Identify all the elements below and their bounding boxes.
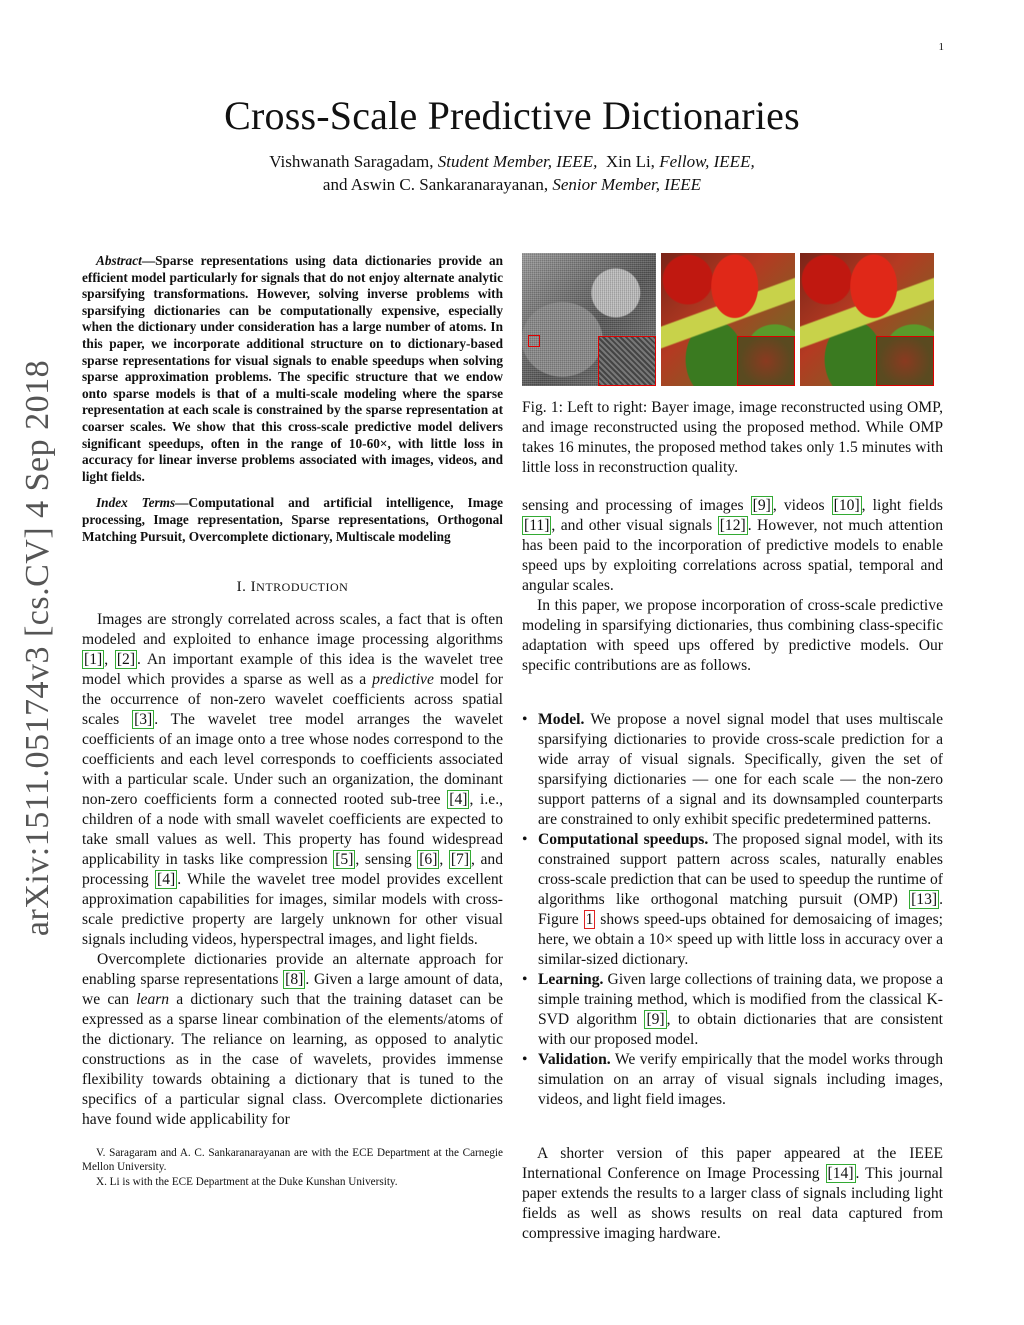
list-item: • Learning. Given large collections of training data, we propose a simple training method, which is modified from the classical K-SVD algorithm [9] , to obtain dictionaries that are consistent with our proposed model. — [522, 970, 943, 1050]
figure-proposed-reconstruction — [800, 253, 934, 386]
citation-link[interactable]: [11] — [524, 517, 550, 534]
citation-link[interactable]: [4] — [157, 871, 176, 889]
citation-link[interactable]: [1] — [84, 651, 103, 669]
author-block — [0, 150, 1024, 196]
figure-bayer-image — [522, 253, 656, 386]
citation-link[interactable]: [3] — [134, 711, 153, 729]
author-2-name: Xin Li, — [605, 152, 655, 171]
abstract — [82, 253, 503, 485]
citation-link[interactable]: [5] — [335, 851, 354, 869]
author-3-name: and Aswin C. Sankaranarayanan, — [322, 175, 549, 194]
index-terms-text: —Computational and artificial intelligence, Image processing, Image representation, Sparse representations, Orthogonal Matching Pursuit, Overcomplete dictionary, Multiscale modeling — [82, 495, 503, 544]
index-terms-label: Index Terms — [96, 495, 176, 511]
right-paragraph-2: In this paper, we propose incorporation of cross-scale predictive modeling in sparsifying dictionaries, thus combining class-specific adaptation with speed ups offered by predictive models. Our specific contributions are as follows. — [522, 597, 943, 674]
figure-1 — [522, 253, 943, 386]
footnote-1: V. Saragaram and A. C. Sankaranarayanan are with the ECE Department at the Carnegie Mellon University. — [82, 1147, 503, 1174]
zoom-inset — [598, 336, 656, 386]
section-title-rest: NTRODUCTION — [256, 580, 349, 595]
author-1-role: Student Member, IEEE, — [437, 152, 598, 171]
figure-1-caption: Fig. 1: Left to right: Bayer image, image reconstructed using OMP, and image reconstructed using the proposed method. While OMP takes 16 minutes, the proposed method takes only 1.5 minutes with little loss in reconstruction quality. — [522, 399, 943, 476]
author-2-role: Fellow, IEEE, — [659, 152, 755, 171]
section-first-letter: I — [250, 579, 257, 596]
section-heading-introduction — [82, 579, 503, 596]
list-item: • Validation. We verify empirically that the model works through simulation on an array of visual signals including images, videos, and light field images. — [522, 1050, 943, 1110]
citation-link[interactable]: [10] — [833, 497, 860, 514]
citation-link[interactable]: [2] — [116, 651, 136, 669]
paper-title: Cross-Scale Predictive Dictionaries — [224, 93, 800, 138]
section-numeral: I. — [236, 579, 251, 596]
left-column — [82, 253, 503, 1189]
intro-paragraph-2: Overcomplete dictionaries provide an alternate approach for enabling sparse representations [8] . Given a large amount of data, we can learn a dictionary such that the training dataset can be expressed as a sparse linear combination of the elements/atoms of the dictionary. The reliance on learning, as opposed to analytic constructions as in the case of wavelets, provides immense flexibility towards obtaining a dictionary that is tuned to the specifics of a particular signal class. Overcomplete dictionaries have found wide applicability for — [82, 951, 504, 1129]
arxiv-identifier: arXiv:1511.05174v3 [cs.CV] 4 Sep 2018 — [19, 359, 57, 936]
figure-reference-link[interactable]: 1 — [585, 911, 594, 928]
author-1-name: Vishwanath Saragadam, — [269, 152, 434, 171]
zoom-inset — [876, 336, 934, 386]
right-column — [522, 253, 943, 1244]
footnote-2: X. Li is with the ECE Department at the Duke Kunshan University. — [96, 1175, 398, 1188]
citation-link[interactable]: [14] — [827, 1165, 854, 1182]
abstract-text: —Sparse representations using data dictionaries provide an efficient model particularly for signals that do not enjoy alternate analytic sparsifying transformations. However, solving inverse problems with sparsifying dictionaries can be computationally expensive, especially when the dictionary under consideration has a large number of atoms. In this paper, we incorporate additional structure on to dictionary-based sparse representations for visual signals to enable speedups when solving sparse approximation problems. The specific structure that we endow onto sparse models is that of a multi-scale modeling where the sparse representation at each scale is constrained by the sparse representation at coarser scales. We show that this cross-scale predictive model delivers significant speedups, often in the range of 10-60×, with little loss in accuracy for linear inverse problems associated with images, videos, and light fields. — [82, 253, 503, 484]
citation-link[interactable]: [8] — [285, 971, 304, 989]
citation-link[interactable]: [13] — [911, 891, 938, 908]
right-paragraph-1: sensing and processing of images [9] , videos [10] , light fields [11] , and other visual signals [12] . However, not much attention has been paid to the incorporation of predictive models to enable speed ups by exploiting correlations across spatial, temporal and angular scales. — [522, 497, 943, 594]
citation-link[interactable]: [12] — [719, 517, 746, 534]
citation-link[interactable]: [9] — [752, 497, 771, 514]
citation-link[interactable]: [6] — [419, 851, 438, 869]
figure-omp-reconstruction — [661, 253, 795, 386]
right-paragraph-3: A shorter version of this paper appeared at the IEEE International Conference on Image Processing [14] . This journal paper extends the results to a larger class of signals including light fields as well as shows results on real data captured from compressive imaging hardware. — [522, 1145, 943, 1242]
intro-paragraph-1: Images are strongly correlated across scales, a fact that is often modeled and exploited to enhance image processing algorithms [1] , [2] . An important example of this idea is the wavelet tree model which provides a sparse as well as a predictive model for the occurrence of non-zero wavelet coefficients across spatial scales [3] . The wavelet tree model arranges the wavelet coefficients of an image onto a tree whose nodes correspond to the coefficients and each level corresponds to coefficients associated with a particular scale. Under such an organization, the dominant non-zero coefficients form a connected rooted sub-tree [4] , i.e., children of a node with small wavelet coefficients are expected to take small values as well. This property has found widespread applicability in tasks like compression [5] , sensing [6] , [7] , and processing [4] . While the wavelet tree model provides excellent approximation capabilities for images, similar models with cross-scale predictive property are largely unknown for other visual signals including videos, hyperspectral images, and light fields. — [82, 611, 504, 949]
index-terms — [82, 495, 503, 545]
arxiv-sidebar — [18, 359, 58, 936]
citation-link[interactable]: [4] — [449, 791, 468, 809]
author-3-role: Senior Member, IEEE — [552, 175, 702, 194]
abstract-label: Abstract — [96, 253, 142, 268]
zoom-inset — [737, 336, 795, 386]
zoom-region-marker — [528, 335, 540, 347]
list-item: • Computational speedups. The proposed signal model, with its constrained support pattern across scales, naturally enables cross-scale prediction that can be used to speedup the runtime of algorithms like orthogonal matching pursuit (OMP) [13] . Figure 1 shows speed-ups obtained for demosaicing of images; here, we obtain a 10× speed up with little loss in accuracy over a similar-sized dictionary. — [522, 830, 943, 970]
page-number: 1 — [938, 41, 944, 53]
list-item: • Model. We propose a novel signal model that uses multiscale sparsifying dictionaries to provide cross-scale prediction for a wide array of visual signals. Specifically, given the set of sparsifying dictionaries — one for each scale — the non-zero support patterns of a signal and its downsampled counterparts are constrained to only exhibit specific predetermined patterns. — [522, 710, 943, 830]
citation-link[interactable]: [9] — [646, 1011, 665, 1028]
citation-link[interactable]: [7] — [450, 851, 470, 869]
contributions-list — [522, 710, 943, 1110]
